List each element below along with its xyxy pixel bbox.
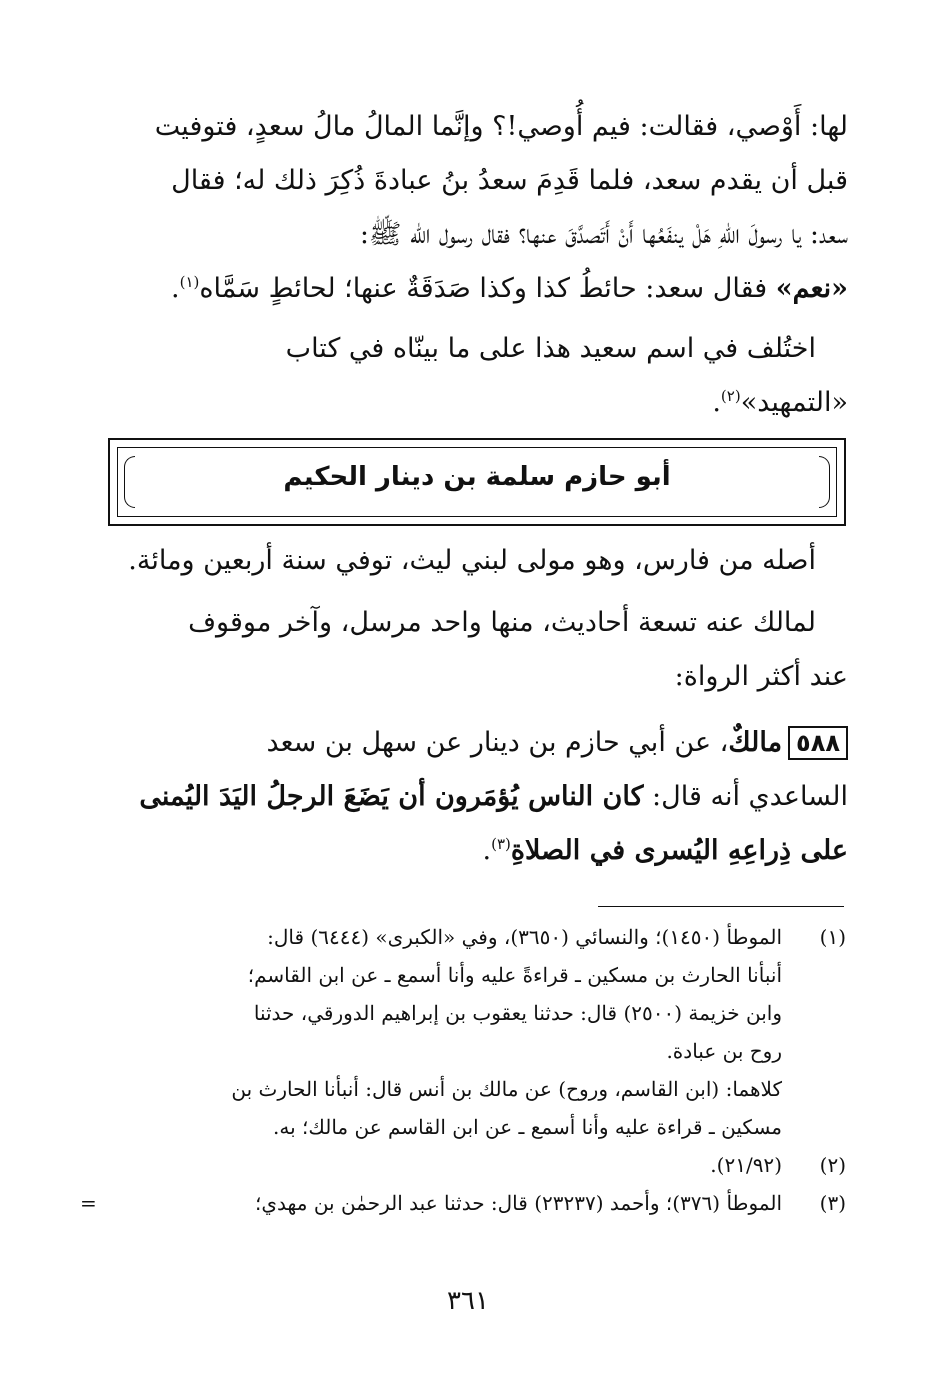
footnote-3 bbox=[80, 1184, 846, 1222]
continuation-mark: = bbox=[80, 1191, 97, 1215]
section-title-frame bbox=[108, 438, 846, 526]
text-line bbox=[108, 262, 848, 316]
hadith-text: على ذِراعِهِ اليُسرى في الصلاةِ bbox=[510, 835, 848, 866]
text-fragment: الساعدي أنه قال: bbox=[643, 781, 848, 812]
section-title: أبو حازم سلمة بن دينار الحكيم bbox=[283, 462, 671, 492]
text-line: أصله من فارس، وهو مولى لبني ليث، توفي سنة أربعين ومائة. bbox=[128, 545, 816, 576]
footnote-number: (٢) bbox=[819, 1153, 846, 1177]
footnote-ref-2: (٢) bbox=[720, 387, 741, 405]
text-line: لمالك عنه تسعة أحاديث، منها واحد مرسل، وآخر موقوف bbox=[188, 607, 816, 638]
punctuation: . bbox=[712, 387, 721, 418]
punctuation: . bbox=[482, 835, 492, 866]
footnote-2 bbox=[80, 1146, 846, 1184]
text-line bbox=[108, 824, 848, 878]
footnote-number: (١) bbox=[819, 925, 846, 949]
intro-paragraph bbox=[108, 100, 848, 430]
hadith-text: كان الناس يُؤمَرون أن يَضَعَ الرجلُ اليَدَ اليُمنى bbox=[139, 781, 644, 812]
text-line: سعد: يا رسولَ اللهِ هَلْ ينفَعُها أَنْ أَتَصدَّقَ عنها؟ فقال رسول الله ﷺ: bbox=[359, 219, 848, 250]
book-title: «التمهيد» bbox=[740, 387, 848, 418]
footnote-line: روح بن عبادة. bbox=[666, 1039, 782, 1063]
footnote-line: (٢١/٩٢). bbox=[710, 1153, 782, 1177]
text-fragment: فقال سعد: حائطُ كذا وكذا صَدَقَةٌ عنها؛ لحائطٍ سَمَّاه bbox=[199, 273, 776, 304]
text-line: لها: أَوْصي، فقالت: فيم أُوصي!؟ وإنَّما المالُ مالُ سعدٍ، فتوفيت bbox=[154, 111, 848, 142]
text-line: قبل أن يقدم سعد، فلما قَدِمَ سعدُ بنُ عبادةَ ذُكِرَ ذلك له؛ فقال bbox=[171, 165, 848, 196]
footnote-ref-1: (١) bbox=[179, 273, 200, 291]
text-line: عند أكثر الرواة: bbox=[674, 661, 848, 692]
page-number: ٣٦١ bbox=[447, 1286, 489, 1316]
hadith-block bbox=[108, 716, 848, 878]
quoted-answer: «نعم» bbox=[775, 273, 848, 304]
footnote-ref-3: (٣) bbox=[491, 835, 511, 853]
footnote-number: (٣) bbox=[819, 1191, 846, 1215]
footnote-1 bbox=[80, 918, 846, 1146]
punctuation: . bbox=[171, 273, 180, 304]
text-line bbox=[108, 770, 848, 824]
footnote-line: أنبأنا الحارث بن مسكين ـ قراءةً عليه وأنا أسمع ـ عن ابن القاسم؛ bbox=[247, 963, 782, 987]
text-line bbox=[108, 376, 848, 430]
text-fragment: ، عن أبي حازم بن دينار عن سهل بن سعد bbox=[266, 727, 729, 758]
footnote-line: كلاهما: (ابن القاسم، وروح) عن مالك بن أنس قال: أنبأنا الحارث بن bbox=[231, 1077, 782, 1101]
hadith-number-badge: ٥٨٨ bbox=[788, 726, 848, 760]
footnote-divider bbox=[598, 906, 844, 907]
text-line bbox=[108, 716, 848, 770]
footnote-line: وابن خزيمة (٢٥٠٠) قال: حدثنا يعقوب بن إبراهيم الدورقي، حدثنا bbox=[253, 1001, 782, 1025]
hadith-narrator: مالكٌ bbox=[728, 727, 783, 758]
footnote-line: مسكين ـ قراءة عليه وأنا أسمع ـ عن ابن القاسم عن مالك؛ به. bbox=[273, 1115, 782, 1139]
footnote-line: الموطأ (١٤٥٠)؛ والنسائي (٣٦٥٠)، وفي «الكبرى» (٦٤٤٤) قال: bbox=[267, 925, 782, 949]
footnotes bbox=[80, 918, 846, 1222]
biography-section bbox=[108, 534, 848, 704]
footnote-line: الموطأ (٣٧٦)؛ وأحمد (٢٣٢٣٧) قال: حدثنا عبد الرحمٰن بن مهدي؛ bbox=[255, 1191, 782, 1215]
text-line: اختُلف في اسم سعيد هذا على ما بينّاه في كتاب bbox=[285, 333, 816, 364]
